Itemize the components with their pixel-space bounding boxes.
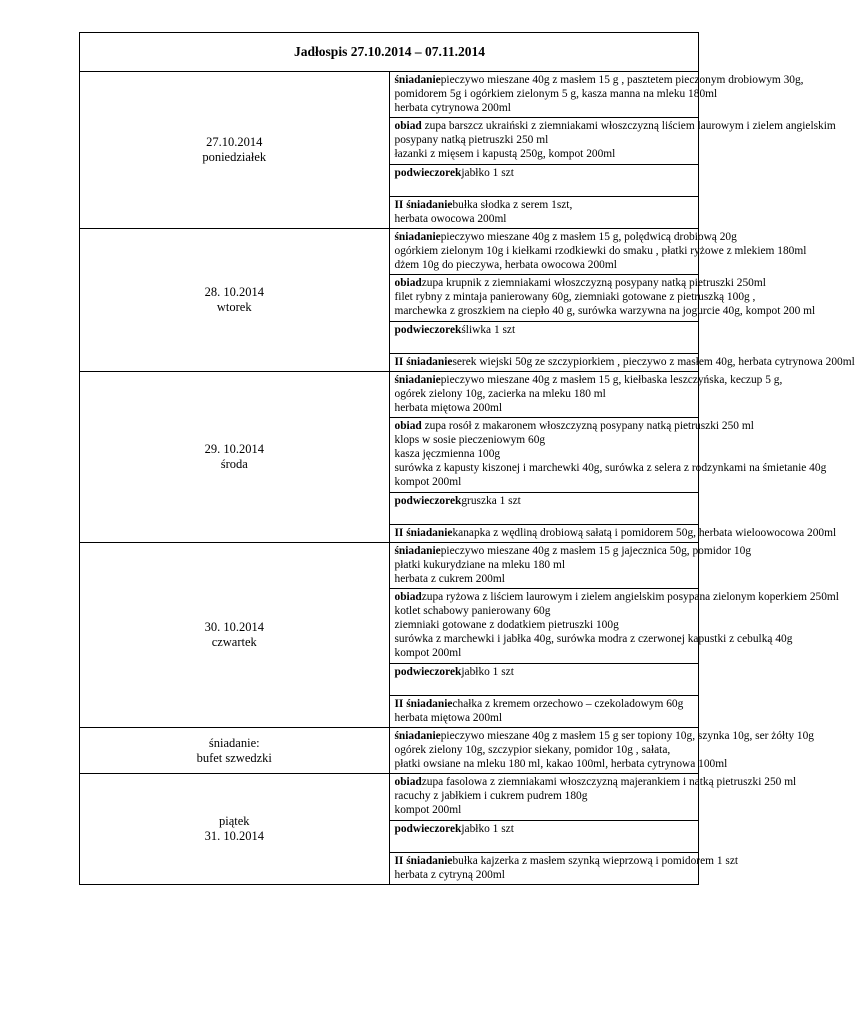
meal-row bbox=[80, 228, 699, 274]
meal-text: kanapka z wędliną drobiową sałatą i pomidorem 50g, herbata wieloowocowa 200ml bbox=[452, 526, 837, 539]
meal-line bbox=[395, 180, 695, 194]
meal-label: podwieczorek bbox=[394, 494, 462, 507]
meal-cell bbox=[389, 727, 814, 773]
meal-label: śniadanie bbox=[394, 373, 441, 386]
meal-line: ogórek zielony 10g, zacierka na mleku 180 ml bbox=[394, 387, 606, 400]
day-line-2: bufet szwedzki bbox=[196, 750, 272, 765]
meal-line bbox=[395, 836, 695, 850]
meal-line: kotlet schabowy panierowany 60g bbox=[394, 605, 551, 618]
meal-line bbox=[395, 697, 695, 711]
day-line-1: piątek bbox=[218, 814, 250, 829]
meal-label: śniadanie bbox=[394, 729, 441, 742]
meal-line bbox=[395, 166, 695, 180]
meal-line: filet rybny z mintaja panierowany 60g, ziemniaki gotowane z pietruszką 100g , bbox=[394, 291, 756, 304]
meal-cell bbox=[389, 275, 816, 321]
meal-line: kompot 200ml bbox=[394, 647, 462, 660]
meal-row bbox=[80, 774, 699, 820]
meal-line bbox=[394, 119, 836, 133]
meal-line bbox=[394, 590, 839, 604]
meal-line: herbata owocowa 200ml bbox=[394, 212, 507, 225]
meal-line: ziemniaki gotowane z dodatkiem pietruszki 100g bbox=[394, 619, 619, 632]
meal-text: zupa fasolowa z ziemniakami włoszczyzną majerankiem i natką pietruszki 250 ml bbox=[421, 776, 797, 789]
day-line-1: 29. 10.2014 bbox=[204, 441, 264, 456]
meal-label: obiad bbox=[394, 591, 422, 604]
meal-line bbox=[395, 508, 695, 522]
day-line-1: 28. 10.2014 bbox=[204, 284, 264, 299]
day-line-2: poniedziałek bbox=[202, 149, 267, 164]
meal-cell bbox=[389, 118, 836, 164]
meal-text: zupa rosół z makaronem włoszczyzną posypany natką pietruszki 250 ml bbox=[421, 420, 754, 433]
meal-line: klops w sosie pieczeniowym 60g bbox=[394, 434, 546, 447]
meal-row bbox=[80, 72, 699, 118]
meal-line: kasza jęczmienna 100g bbox=[394, 448, 501, 461]
meal-line: herbata z cytryną 200ml bbox=[394, 868, 505, 881]
day-line-1: śniadanie: bbox=[208, 735, 260, 750]
meal-cell bbox=[389, 196, 699, 228]
day-line-1: 27.10.2014 bbox=[206, 134, 263, 149]
meal-cell bbox=[389, 321, 699, 353]
meal-label: podwieczorek bbox=[394, 665, 462, 678]
meal-line: kompot 200ml bbox=[394, 804, 462, 817]
meal-line bbox=[394, 544, 752, 558]
meal-cell bbox=[389, 774, 797, 820]
meal-line: herbata miętowa 200ml bbox=[394, 711, 503, 724]
meal-label: II śniadanie bbox=[394, 526, 453, 539]
meal-text: pieczywo mieszane 40g z masłem 15 g jajecznica 50g, pomidor 10g bbox=[440, 544, 752, 557]
meal-label: II śniadanie bbox=[394, 355, 453, 368]
meal-text: śliwka 1 szt bbox=[461, 323, 516, 336]
meal-line: herbata z cukrem 200ml bbox=[394, 573, 505, 585]
day-line-2: czwartek bbox=[211, 634, 257, 649]
meal-line bbox=[394, 230, 737, 244]
meal-cell bbox=[389, 353, 855, 371]
meal-cell bbox=[389, 228, 807, 274]
meal-text: pieczywo mieszane 40g z masłem 15 g ser topiony 10g, szynka 10g, ser żółty 10g bbox=[440, 729, 814, 742]
meal-line bbox=[394, 276, 766, 290]
meal-row bbox=[80, 371, 699, 417]
meal-text: jabłko 1 szt bbox=[461, 166, 514, 179]
meal-text: pieczywo mieszane 40g z masłem 15 g , pasztetem pieczonym drobiowym 30g, bbox=[440, 74, 804, 86]
meal-line: kompot 200ml bbox=[394, 476, 462, 489]
meal-line bbox=[394, 73, 804, 87]
title-row bbox=[80, 33, 699, 72]
menu-table bbox=[79, 32, 855, 885]
meal-label: obiad bbox=[394, 776, 422, 789]
meal-line: ogórkiem zielonym 10g i kiełkami rzodkiewki do smaku , płatki ryżowe z mlekiem 180ml bbox=[394, 245, 807, 258]
day-cell bbox=[80, 228, 390, 371]
meal-label: obiad bbox=[394, 420, 422, 433]
meal-cell bbox=[389, 418, 827, 492]
meal-text: pieczywo mieszane 40g z masłem 15 g, kiełbaska leszczyńska, keczup 5 g, bbox=[440, 373, 783, 386]
meal-line: płatki owsiane na mleku 180 ml, kakao 100ml, herbata cytrynowa 100ml bbox=[394, 758, 728, 771]
meal-line bbox=[394, 526, 837, 540]
meal-text: zupa barszcz ukraiński z ziemniakami włoszczyzną liściem laurowym i zielem angielskim bbox=[421, 120, 836, 133]
meal-label: obiad bbox=[394, 120, 422, 133]
meal-line bbox=[394, 775, 797, 789]
day-line-2: wtorek bbox=[216, 299, 252, 314]
meal-line: łazanki z mięsem i kapustą 250g, kompot 200ml bbox=[394, 148, 616, 161]
meal-label: podwieczorek bbox=[394, 166, 462, 179]
day-line-2: środa bbox=[220, 456, 248, 471]
meal-line bbox=[394, 419, 754, 433]
meal-line bbox=[394, 355, 855, 369]
meal-line bbox=[395, 822, 695, 836]
page-title: Jadłospis 27.10.2014 – 07.11.2014 bbox=[80, 33, 699, 72]
meal-cell bbox=[389, 524, 837, 542]
meal-text: bułka kajzerka z masłem szynką wieprzową i pomidorem 1 szt bbox=[452, 854, 739, 867]
meal-line bbox=[395, 494, 695, 508]
meal-row bbox=[80, 542, 699, 588]
meal-line bbox=[395, 198, 695, 212]
meal-line: herbata miętowa 200ml bbox=[394, 401, 503, 414]
meal-label: II śniadanie bbox=[394, 697, 453, 710]
meal-line: ogórek zielony 10g, szczypior siekany, pomidor 10g , sałata, bbox=[394, 744, 671, 757]
meal-text: chałka z kremem orzechowo – czekoladowym 60g bbox=[452, 697, 684, 710]
day-cell bbox=[80, 542, 390, 727]
meal-line bbox=[395, 665, 695, 679]
meal-line: marchewka z groszkiem na ciepło 40 g, surówka warzywna na jogurcie 40g, kompot 200 ml bbox=[394, 305, 816, 318]
buffet-day-cell bbox=[80, 727, 390, 773]
day-cell bbox=[80, 72, 390, 229]
meal-cell bbox=[389, 820, 699, 852]
meal-line: racuchy z jabłkiem i cukrem pudrem 180g bbox=[394, 790, 588, 803]
meal-label: podwieczorek bbox=[394, 822, 462, 835]
meal-line bbox=[394, 854, 739, 868]
meal-cell bbox=[389, 492, 699, 524]
meal-line: surówka z marchewki i jabłka 40g, surówka modra z czerwonej kapustki z cebulką 40g bbox=[394, 633, 793, 646]
meal-cell bbox=[389, 852, 739, 884]
day-line-2: 31. 10.2014 bbox=[204, 829, 264, 844]
meal-line bbox=[394, 729, 814, 743]
meal-cell bbox=[389, 695, 699, 727]
meal-text: jabłko 1 szt bbox=[461, 822, 514, 835]
meal-label: śniadanie bbox=[394, 544, 441, 557]
meal-text: pieczywo mieszane 40g z masłem 15 g, polędwicą drobiową 20g bbox=[440, 230, 737, 243]
meal-label: śniadanie bbox=[394, 230, 441, 243]
meal-text: gruszka 1 szt bbox=[461, 494, 521, 507]
meal-line: surówka z kapusty kiszonej i marchewki 40g, surówka z selera z rodzynkami na śmietanie 40g bbox=[394, 462, 827, 475]
meal-label: II śniadanie bbox=[394, 854, 453, 867]
meal-text: jabłko 1 szt bbox=[461, 665, 514, 678]
meal-line bbox=[395, 679, 695, 693]
meal-cell bbox=[389, 371, 783, 417]
meal-label: II śniadanie bbox=[394, 198, 453, 211]
buffet-row bbox=[80, 727, 699, 773]
meal-line bbox=[395, 323, 695, 337]
meal-line: herbata cytrynowa 200ml bbox=[394, 102, 511, 115]
meal-line bbox=[394, 373, 783, 387]
day-cell bbox=[80, 774, 390, 885]
meal-cell bbox=[389, 589, 839, 663]
meal-line: posypany natką pietruszki 250 ml bbox=[394, 134, 549, 147]
meal-text: zupa ryżowa z liściem laurowym i zielem angielskim posypana zielonym koperkiem 250ml bbox=[421, 591, 839, 604]
meal-line bbox=[395, 337, 695, 351]
meal-label: śniadanie bbox=[394, 74, 441, 86]
meal-label: podwieczorek bbox=[394, 323, 462, 336]
meal-text: zupa krupnik z ziemniakami włoszczyzną posypany natką pietruszki 250ml bbox=[421, 277, 766, 290]
meal-line: płatki kukurydziane na mleku 180 ml bbox=[394, 558, 566, 571]
meal-cell bbox=[389, 72, 804, 118]
meal-line: dżem 10g do pieczywa, herbata owocowa 200ml bbox=[394, 259, 617, 272]
day-cell bbox=[80, 371, 390, 542]
meal-line: pomidorem 5g i ogórkiem zielonym 5 g, kasza manna na mleku 180ml bbox=[394, 88, 718, 101]
menu-body bbox=[80, 33, 855, 885]
meal-text: serek wiejski 50g ze szczypiorkiem , pieczywo z masłem 40g, herbata cytrynowa 200ml bbox=[452, 355, 855, 368]
day-line-1: 30. 10.2014 bbox=[204, 619, 264, 634]
meal-text: bułka słodka z serem 1szt, bbox=[452, 198, 573, 211]
meal-cell bbox=[389, 164, 699, 196]
meal-cell bbox=[389, 542, 752, 588]
meal-cell bbox=[389, 663, 699, 695]
meal-label: obiad bbox=[394, 277, 422, 290]
